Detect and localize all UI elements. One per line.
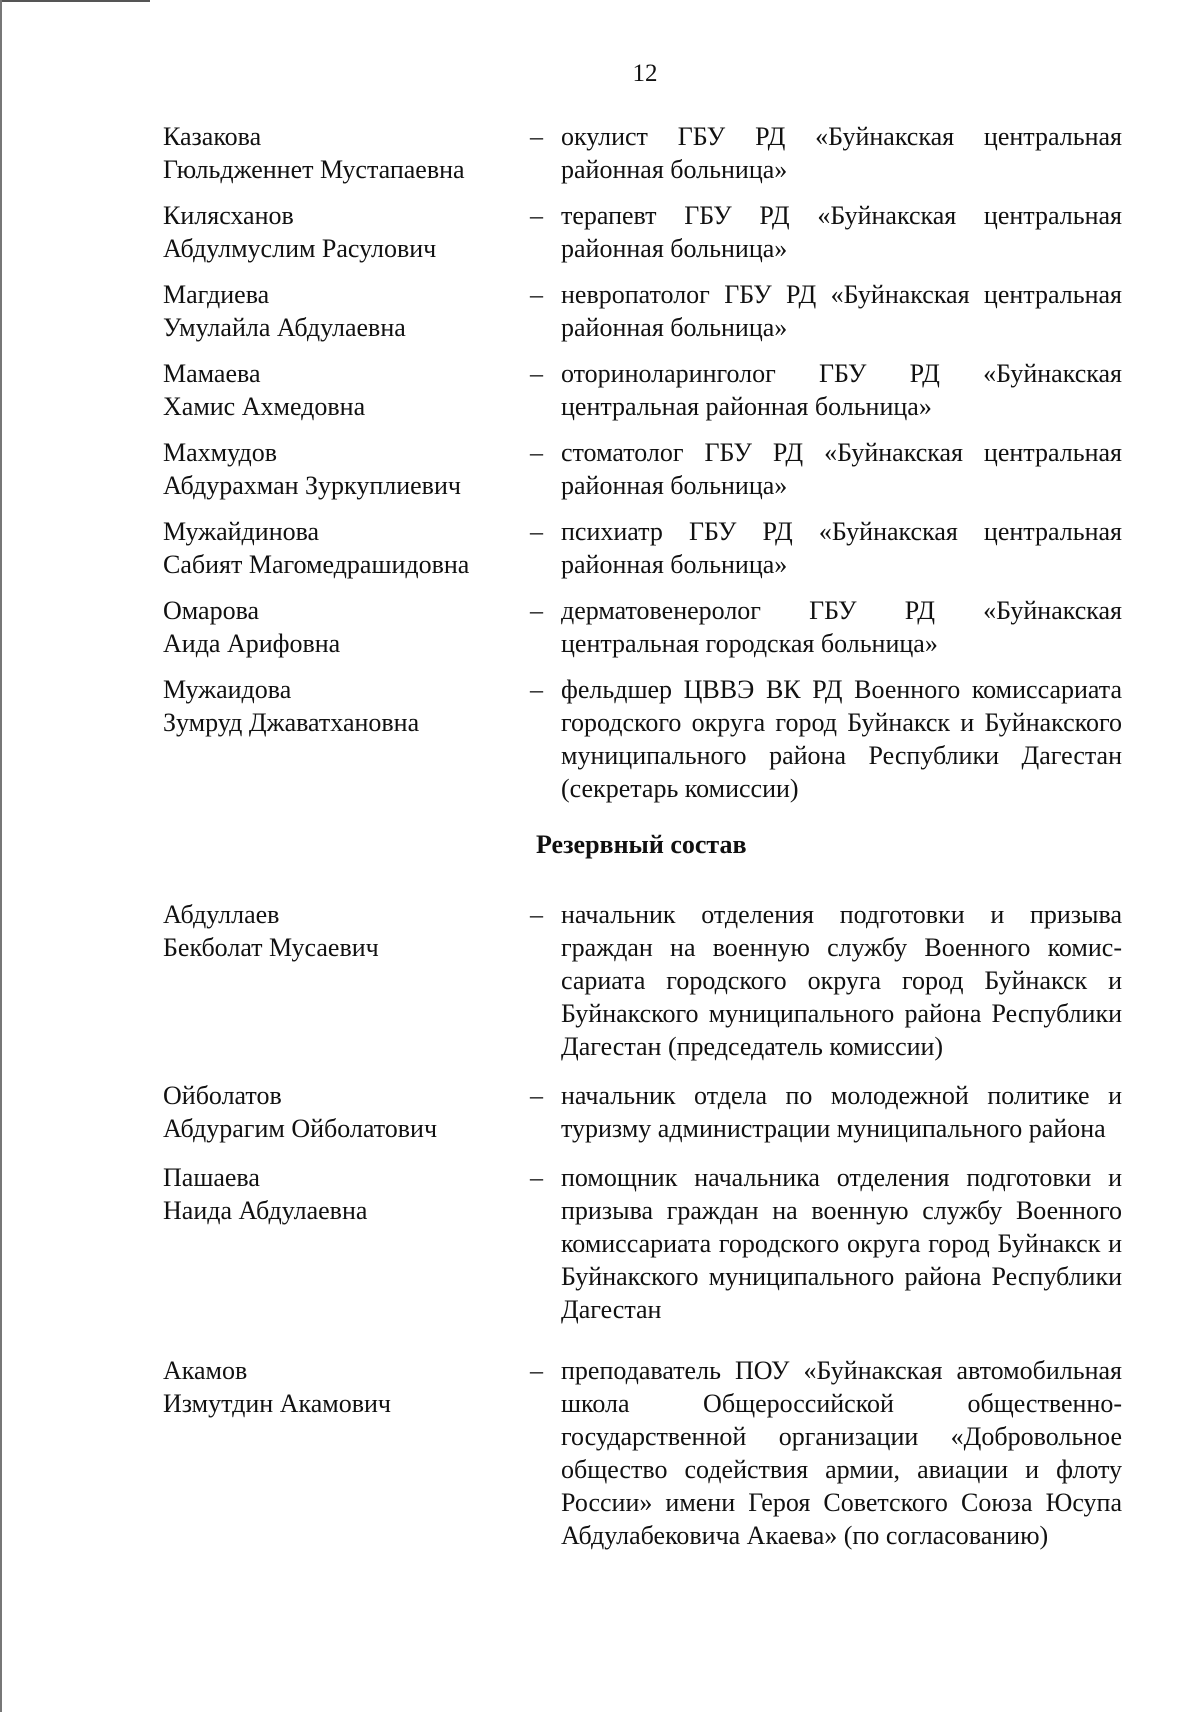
member-role-text: преподаватель ПОУ «Буйнакская автомобильная школа Общероссийской общественно-государственной организации «Добровольное общество содействия армии, авиации и флоту России» имени Героя Советского Союза Юсупа Абдулабековича Акаева» (по согласованию) — [561, 1356, 1122, 1550]
member-role — [530, 898, 1122, 1063]
member-name — [0, 120, 485, 186]
members-list — [0, 120, 1200, 818]
member-role — [530, 673, 1122, 805]
member-given-name: Измутдин Акамович — [163, 1389, 391, 1418]
member-role — [530, 199, 1122, 265]
member-name — [0, 199, 485, 265]
member-role-text: начальник отдела по молодежной политике и туризму администрации муниципального района — [561, 1081, 1122, 1143]
member-surname: Магдиева — [163, 280, 270, 309]
reserve-row — [0, 898, 1200, 1063]
member-role — [530, 436, 1122, 502]
member-row — [0, 278, 1200, 344]
member-surname: Махмудов — [163, 438, 277, 467]
member-role-text: психиатр ГБУ РД «Буйнакская центральная районная больница» — [561, 517, 1122, 579]
member-name — [0, 436, 485, 502]
member-surname: Ойболатов — [163, 1081, 282, 1110]
member-role-text: терапевт ГБУ РД «Буйнакская центральная районная больница» — [561, 201, 1122, 263]
dash: – — [530, 596, 543, 625]
member-name — [0, 278, 485, 344]
member-name — [0, 1161, 485, 1227]
member-role — [530, 515, 1122, 581]
member-given-name: Умулайла Абдулаевна — [163, 313, 406, 342]
member-surname: Абдуллаев — [163, 900, 280, 929]
member-given-name: Аида Арифовна — [163, 629, 341, 658]
member-role — [530, 357, 1122, 423]
member-role-text: стоматолог ГБУ РД «Буйнакская центральная районная больница» — [561, 438, 1122, 500]
dash: – — [530, 122, 543, 151]
dash: – — [530, 280, 543, 309]
member-role-text: оториноларинголог ГБУ РД «Буйнакская центральная районная больница» — [561, 359, 1122, 421]
member-row — [0, 199, 1200, 265]
member-name — [0, 673, 485, 739]
reserve-row — [0, 1079, 1200, 1145]
scan-edge-top — [0, 0, 150, 2]
dash: – — [530, 1356, 543, 1385]
dash: – — [530, 1163, 543, 1192]
member-role-text: помощник начальника отделения подготовки и призыва граждан на военную службу Военного комиссариата городского округа город Буйнакск и Буйнакского муниципального района Республики Дагестан — [561, 1163, 1122, 1324]
member-given-name: Гюльдженнет Мустапаевна — [163, 155, 465, 184]
member-row — [0, 594, 1200, 660]
member-name — [0, 1354, 485, 1420]
member-name — [0, 898, 485, 964]
member-name — [0, 357, 485, 423]
member-name — [0, 515, 485, 581]
member-role-text: окулист ГБУ РД «Буйнакская центральная районная больница» — [561, 122, 1122, 184]
page-number: 12 — [632, 60, 658, 87]
member-surname: Мужаидова — [163, 675, 292, 704]
reserve-heading: Резервный состав — [536, 830, 747, 859]
member-surname: Мамаева — [163, 359, 261, 388]
member-name — [0, 594, 485, 660]
member-surname: Омарова — [163, 596, 260, 625]
member-surname: Пашаева — [163, 1163, 260, 1192]
member-surname: Мужайдинова — [163, 517, 320, 546]
member-role-text: невропатолог ГБУ РД «Буйнакская центральная районная больница» — [561, 280, 1122, 342]
member-role-text: начальник отделения подготовки и призыва граждан на военную службу Военного комиссариата городского округа город Буйнакск и Буйнакского муниципального района Республики Дагестан (председатель комиссии) — [561, 900, 1122, 1061]
member-role — [530, 594, 1122, 660]
member-surname: Килясханов — [163, 201, 294, 230]
member-role — [530, 278, 1122, 344]
member-role-text: дерматовенеролог ГБУ РД «Буйнакская центральная городская больница» — [561, 596, 1122, 658]
member-role — [530, 120, 1122, 186]
reserve-row — [0, 1161, 1200, 1326]
member-surname: Казакова — [163, 122, 262, 151]
reserve-list — [0, 898, 1200, 1568]
member-row — [0, 673, 1200, 805]
dash: – — [530, 900, 543, 929]
member-role — [530, 1079, 1122, 1145]
dash: – — [530, 517, 543, 546]
dash: – — [530, 438, 543, 467]
member-row — [0, 515, 1200, 581]
member-given-name: Сабият Магомедрашидовна — [163, 550, 470, 579]
member-name — [0, 1079, 485, 1145]
dash: – — [530, 675, 543, 704]
member-surname: Акамов — [163, 1356, 248, 1385]
dash: – — [530, 359, 543, 388]
member-role — [530, 1354, 1122, 1552]
member-given-name: Абдурагим Ойболатович — [163, 1114, 438, 1143]
member-given-name: Абдурахман Зуркуплиевич — [163, 471, 461, 500]
member-given-name: Наида Абдулаевна — [163, 1196, 368, 1225]
member-role-text: фельдшер ЦВВЭ ВК РД Военного комиссариата городского округа город Буйнакск и Буйнакского муниципального района Республики Дагестан (секретарь комиссии) — [561, 675, 1122, 803]
member-given-name: Абдулмуслим Расулович — [163, 234, 437, 263]
member-given-name: Бекболат Мусаевич — [163, 933, 379, 962]
member-row — [0, 357, 1200, 423]
member-given-name: Хамис Ахмедовна — [163, 392, 366, 421]
reserve-row — [0, 1354, 1200, 1552]
member-given-name: Зумруд Джаватхановна — [163, 708, 420, 737]
member-role — [530, 1161, 1122, 1326]
member-row — [0, 120, 1200, 186]
dash: – — [530, 201, 543, 230]
dash: – — [530, 1081, 543, 1110]
member-row — [0, 436, 1200, 502]
